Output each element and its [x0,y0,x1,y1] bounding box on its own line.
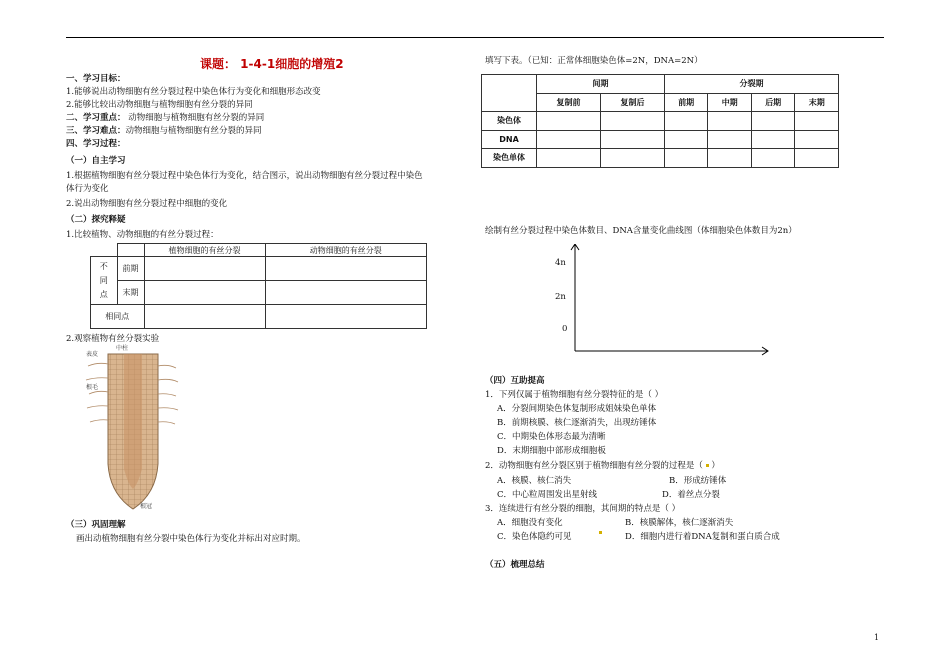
page-number: 1 [874,633,880,642]
q3-option-b[interactable]: B．核膜解体，核仁逐渐消失 [625,518,734,528]
head-after-replication: 复制后 [600,93,664,112]
head-metaphase: 中期 [708,93,752,112]
fill-cell[interactable] [751,112,795,131]
fill-cell[interactable] [664,130,708,149]
fill-cell[interactable] [600,130,664,149]
fill-cell[interactable] [751,130,795,149]
root-tip-image [80,344,240,514]
fill-cell[interactable] [537,130,601,149]
page-title: 课题： 1-4-1细胞的增殖2 [200,57,344,71]
diff-label: 不 同 点 [91,257,118,305]
row-same: 相同点 [91,305,145,329]
head-mitosis: 分裂期 [664,75,838,94]
q1-option-a[interactable]: A．分裂间期染色体复制形成姐妹染色单体 [497,404,657,414]
fill-cell[interactable] [537,149,601,168]
comparison-table [90,243,427,329]
tick-0: 0 [562,324,568,334]
cell-animal-same[interactable] [265,305,427,329]
q2-option-d[interactable]: D．着丝点分裂 [662,490,720,500]
sub-consolidate: （三）巩固理解 [66,520,126,530]
row-chromosome: 染色体 [482,112,537,131]
svg-text:中柱: 中柱 [116,345,129,352]
fill-cell[interactable] [708,130,752,149]
fill-cell[interactable] [795,130,839,149]
cell-plant-same[interactable] [144,305,265,329]
row-prophase: 前期 [117,257,144,281]
sub-summary: （五）梳理总结 [485,560,545,570]
row-telophase: 末期 [117,281,144,305]
table-intro: 填写下表。（已知：正常体细胞染色体=2N，DNA=2N） [485,56,703,66]
q1-option-d[interactable]: D．末期细胞中部形成细胞板 [497,446,606,456]
graph-intro: 绘制有丝分裂过程中染色体数目、DNA含量变化曲线图（体细胞染色体数目为2n） [485,226,797,236]
q1-option-b[interactable]: B．前期核膜、核仁逐渐消失，出现纺锤体 [497,418,657,428]
head-anaphase: 后期 [751,93,795,112]
svg-text:表皮: 表皮 [86,351,99,358]
q3-option-a[interactable]: A．细胞没有变化 [497,518,563,528]
sub-mutual-help: （四）互助提高 [485,376,545,386]
goal-2: 2.能够比较出动物细胞与植物细胞有丝分裂的异同 [66,100,253,110]
q1-option-c[interactable]: C．中期染色体形态最为清晰 [497,432,606,442]
svg-text:根冠: 根冠 [140,503,153,510]
tick-2n: 2n [555,292,566,302]
fill-cell[interactable] [708,149,752,168]
q3-option-d[interactable]: D．细胞内进行着DNA复制和蛋白质合成 [625,532,780,542]
self-study-line-2: 体行为变化 [66,184,109,194]
blank-graph[interactable] [568,244,776,356]
goal-1: 1.能够说出动物细胞有丝分裂过程中染色体行为变化和细胞形态改变 [66,87,321,97]
row-dna: DNA [482,130,537,149]
head-before-replication: 复制前 [537,93,601,112]
q3-option-c[interactable]: C．染色体隐约可见 [497,532,572,542]
fill-cell[interactable] [600,112,664,131]
cell-plant-telophase[interactable] [144,281,265,305]
q2: 2．动物细胞有丝分裂区别于植物细胞有丝分裂的过程是（ ） [485,461,720,471]
section-key-point: 二、学习重点： 动物细胞与植物细胞有丝分裂的异同 [66,113,265,123]
tick-4n: 4n [555,258,566,268]
fill-cell[interactable] [795,112,839,131]
fill-cell[interactable] [751,149,795,168]
self-study-line-3: 2.说出动物细胞有丝分裂过程中细胞的变化 [66,199,228,209]
svg-text:根毛: 根毛 [86,384,99,391]
consolidate-line-1: 画出动植物细胞有丝分裂中染色体行为变化并标出对应时期。 [76,534,306,544]
q2-option-a[interactable]: A．核膜、核仁消失 [497,476,572,486]
fill-cell[interactable] [537,112,601,131]
col-animal: 动物细胞的有丝分裂 [265,244,427,257]
fill-cell[interactable] [795,149,839,168]
fill-cell[interactable] [708,112,752,131]
q1: 1．下列仅属于植物细胞有丝分裂特征的是（ ） [485,390,664,400]
head-interphase: 间期 [537,75,665,94]
cell-plant-prophase[interactable] [144,257,265,281]
fill-cell[interactable] [600,149,664,168]
section-process: 四、学习过程： [66,139,126,149]
col-plant: 植物细胞的有丝分裂 [144,244,265,257]
sub-self-study: （一）自主学习 [66,156,126,166]
sub-explore: （二）探究释疑 [66,215,126,225]
cell-animal-prophase[interactable] [265,257,427,281]
explore-line-1: 1.比较植物、动物细胞的有丝分裂过程： [66,230,219,240]
head-telophase: 末期 [795,93,839,112]
fill-table [481,74,839,168]
head-prophase: 前期 [664,93,708,112]
q2-option-c[interactable]: C．中心粒周围发出星射线 [497,490,598,500]
fill-cell[interactable] [664,112,708,131]
fill-cell[interactable] [664,149,708,168]
explore-line-2: 2.观察植物有丝分裂实验 [66,334,160,344]
section-difficulty: 三、学习难点：动物细胞与植物细胞有丝分裂的异同 [66,126,262,136]
row-chromatid: 染色单体 [482,149,537,168]
q3: 3．连续进行有丝分裂的细胞，其间期的特点是（ ） [485,504,681,514]
self-study-line-1: 1.根据植物细胞有丝分裂过程中染色体行为变化，结合图示，说出动物细胞有丝分裂过程中染色 [66,171,423,181]
section-goals: 一、学习目标： [66,74,126,84]
header-rule [66,37,884,38]
q2-option-b[interactable]: B．形成纺锤体 [669,476,727,486]
cell-animal-telophase[interactable] [265,281,427,305]
